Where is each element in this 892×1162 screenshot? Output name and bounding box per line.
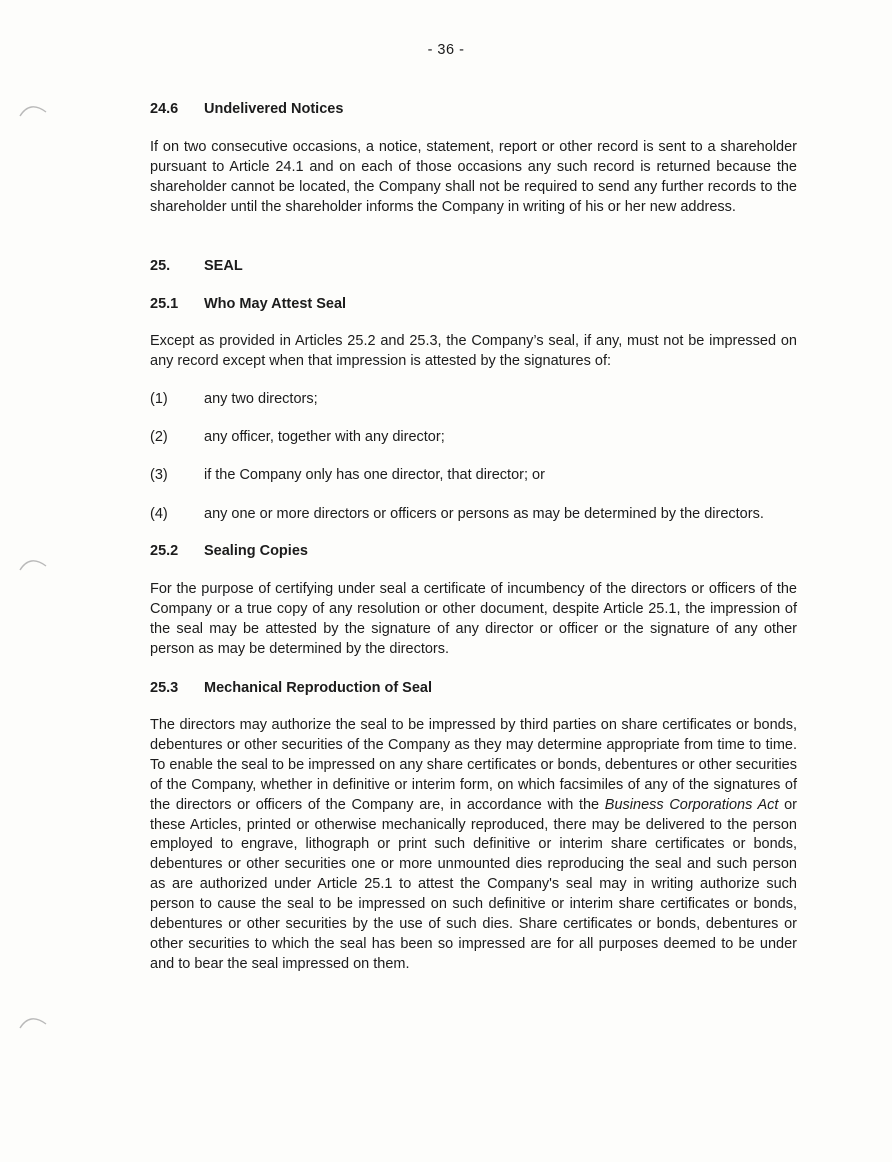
list-item	[150, 504, 764, 524]
section-title: Who May Attest Seal	[204, 296, 347, 312]
list-item	[150, 465, 545, 485]
section-heading-25-1	[150, 294, 346, 314]
list-item-text: if the Company only has one director, that director; or	[204, 467, 545, 483]
section-number: 25.	[150, 258, 171, 274]
list-item-number: (4)	[150, 506, 168, 522]
section-title: Undelivered Notices	[204, 101, 344, 117]
section-title: Sealing Copies	[204, 543, 308, 559]
list-item-number: (1)	[150, 391, 168, 407]
body-text: or these Articles, printed or otherwise mechanically reproduced, there may be delivered to the person employed to engrave, lithograph or print such definitive or interim share certificates or bonds, debentures or other securities one or more unmounted dies reproducing the seal and such person as are authorized under Article 25.1 to attest the Company's seal may in writing authorize such person to cause the seal to be impressed on such definitive or interim share certificates or bonds, debentures or other securities by the use of such dies. Share certificates or bonds, debentures or other securities to which the seal has been so impressed are for all purposes deemed to be under and to bear the seal impressed on them.	[150, 796, 797, 972]
punch-hole-mark-top	[18, 98, 48, 118]
punch-hole-mark-bottom	[18, 1010, 48, 1030]
section-25-3-body	[150, 716, 797, 975]
punch-hole-mark-middle	[18, 552, 48, 572]
section-25-1-body: Except as provided in Articles 25.2 and 25.3, the Company’s seal, if any, must not be impressed on any record except when that impression is attested by the signatures of:	[150, 333, 797, 369]
section-title: SEAL	[204, 258, 243, 274]
body-text: The directors may authorize the seal to be impressed by third parties on share certificates or bonds, debentures or other securities of the Company as they may determine appropriate from time to time. To enable the seal to be impressed on any share certificates or bonds, debentures or other securities of the Company, whether in definitive or interim form, on which facsimiles of any of the signatures of the directors or officers of the Company are, in accordance with the	[150, 717, 797, 813]
section-number: 24.6	[150, 101, 179, 117]
section-heading-25-2	[150, 541, 308, 561]
section-25-2-body: For the purpose of certifying under seal a certificate of incumbency of the directors or officers of the Company or a true copy of any resolution or other document, despite Article 25.1, the impression of the seal may be attested by the signature of any director or officer or the signature of any other person as may be determined by the directors.	[150, 581, 797, 657]
section-number: 25.2	[150, 543, 179, 559]
section-heading-24-6	[150, 99, 343, 119]
list-item	[150, 427, 445, 447]
list-item-number: (2)	[150, 429, 168, 445]
act-name-italic: Business Corporations Act	[604, 796, 779, 813]
section-number: 25.1	[150, 296, 179, 312]
section-heading-25	[150, 256, 243, 276]
section-heading-25-3	[150, 678, 432, 698]
list-item	[150, 389, 318, 409]
list-item-text: any officer, together with any director;	[204, 429, 445, 445]
section-title: Mechanical Reproduction of Seal	[204, 680, 433, 696]
page-number: - 36 -	[427, 42, 465, 58]
section-number: 25.3	[150, 680, 179, 696]
list-item-number: (3)	[150, 467, 168, 483]
list-item-text: any one or more directors or officers or persons as may be determined by the directors.	[204, 506, 764, 522]
list-item-text: any two directors;	[204, 391, 318, 407]
section-24-6-body: If on two consecutive occasions, a notice, statement, report or other record is sent to a shareholder pursuant to Article 24.1 and on each of those occasions any such record is returned because the shareholder cannot be located, the Company shall not be required to send any further records to the shareholder until the shareholder informs the Company in writing of his or her new address.	[150, 139, 797, 215]
